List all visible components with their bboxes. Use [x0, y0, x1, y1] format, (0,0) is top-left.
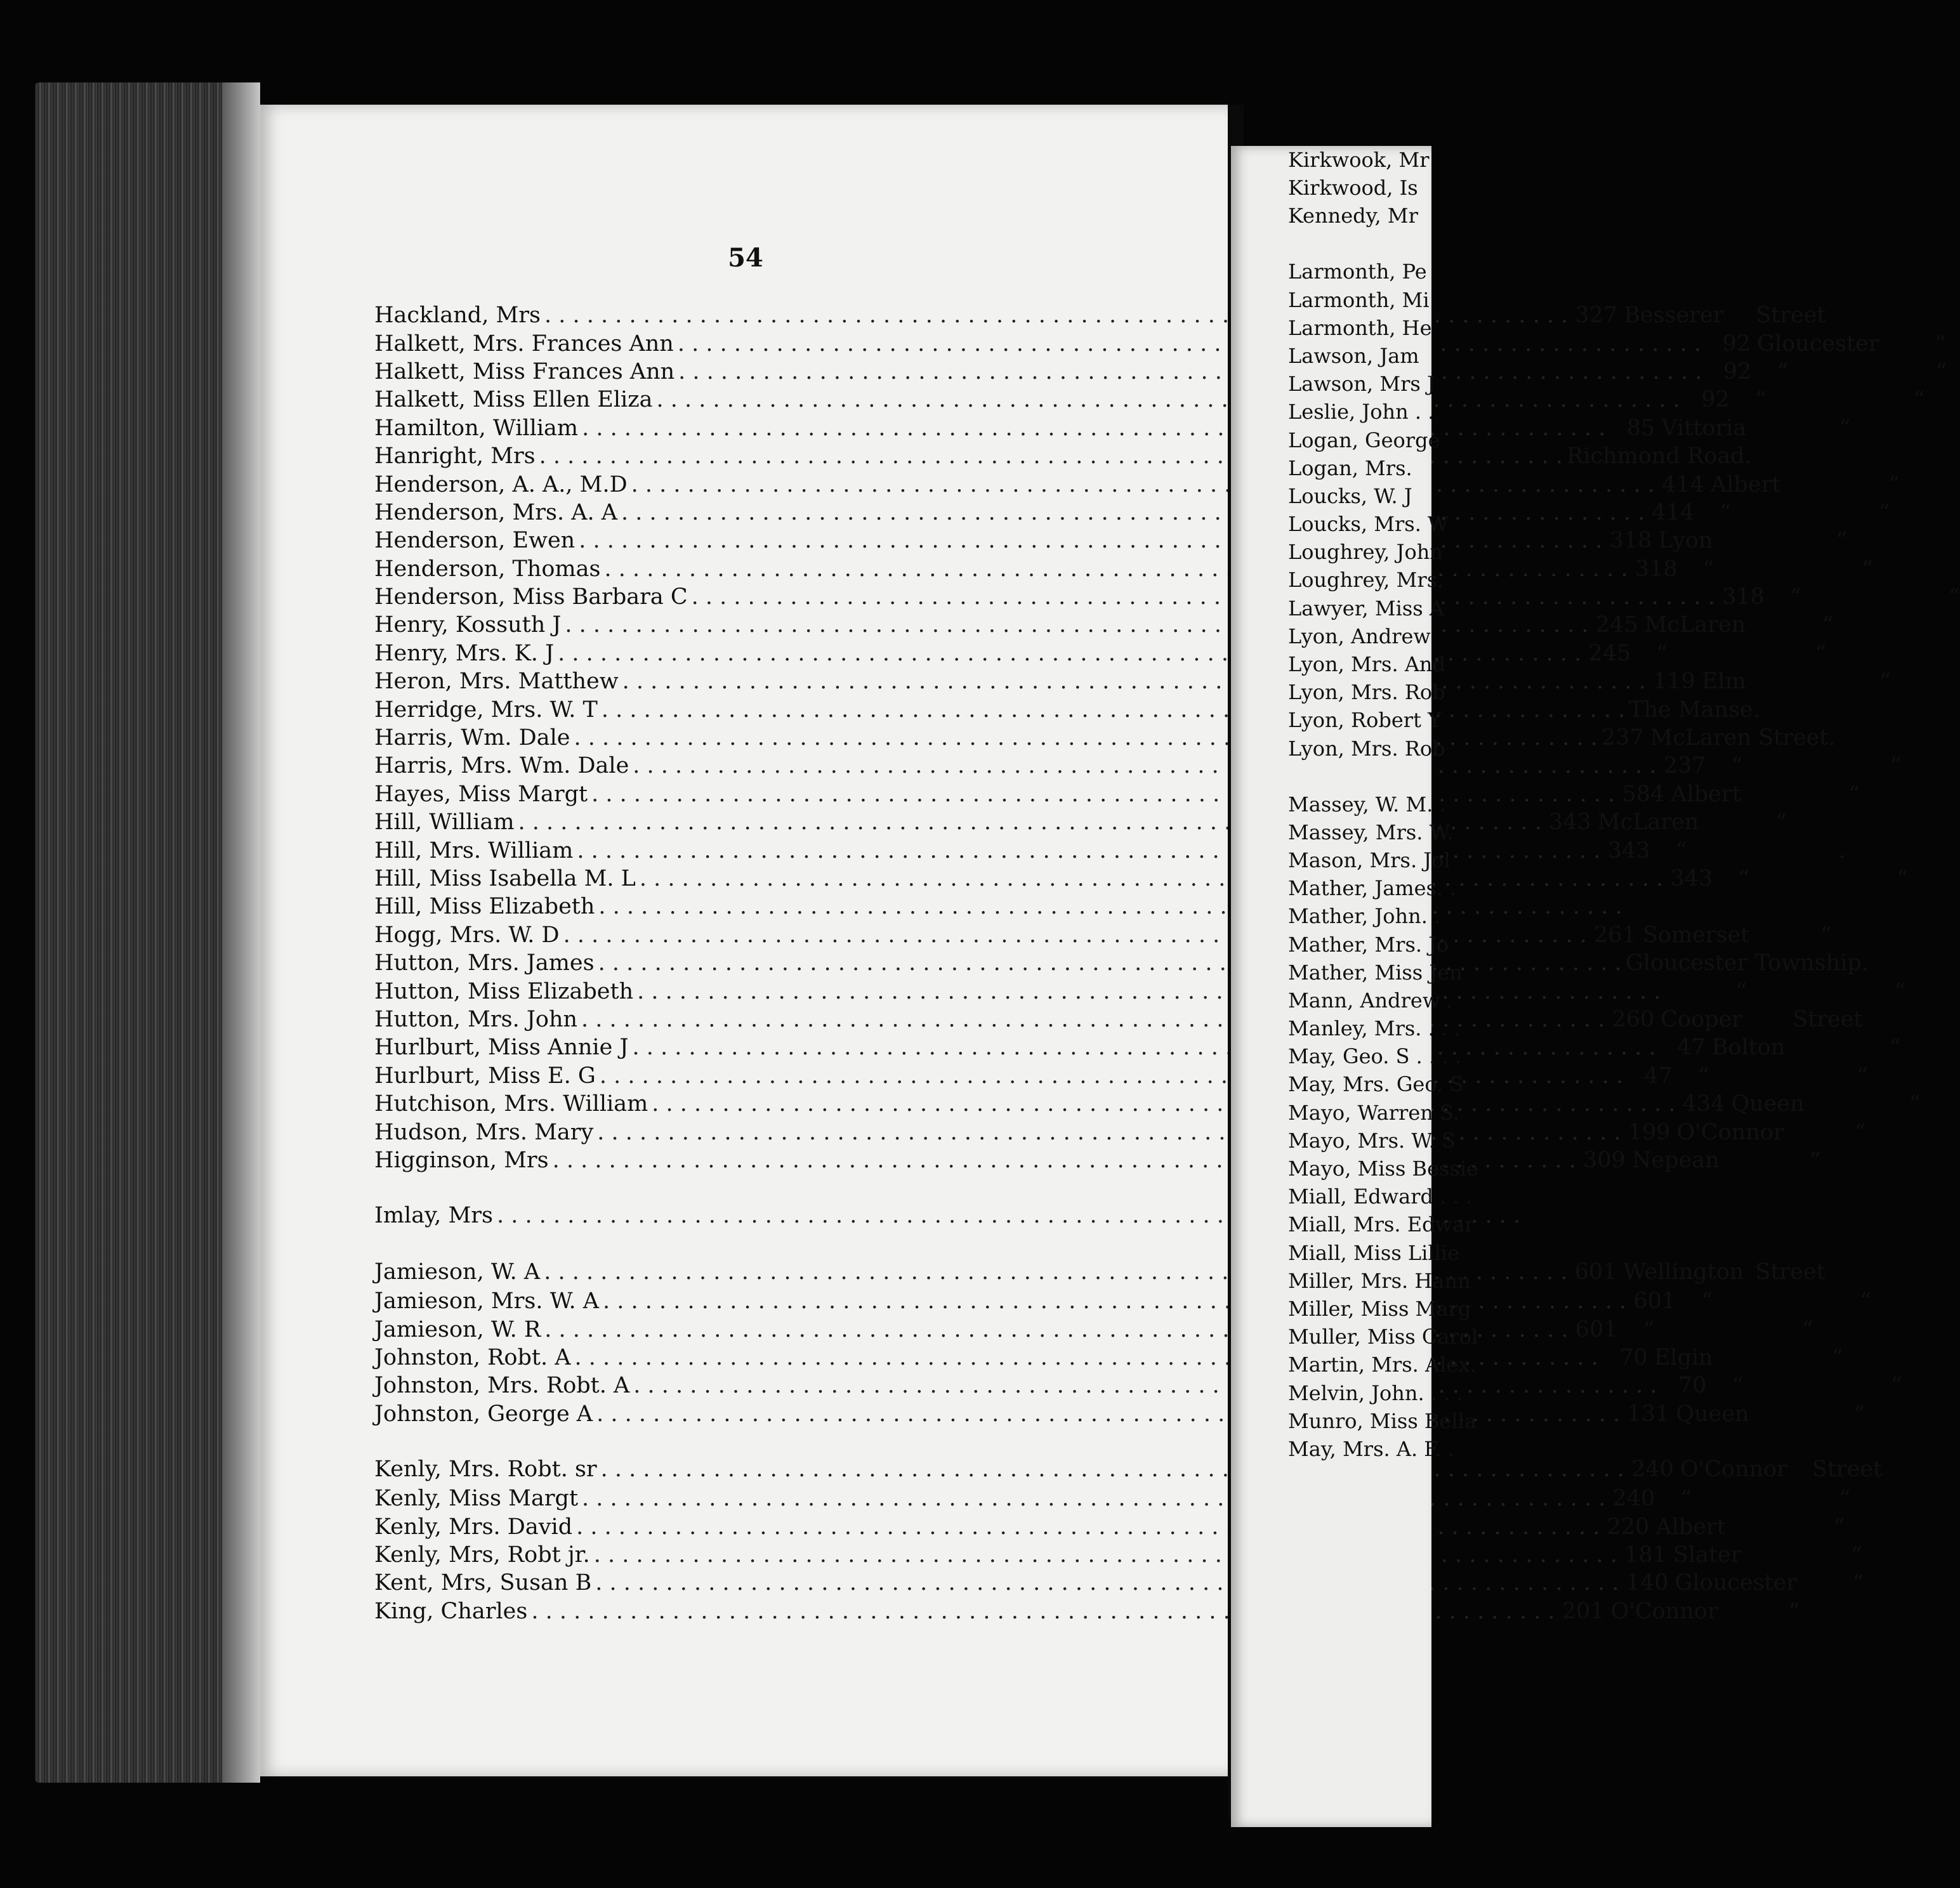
entry-name: Johnston, George A — [374, 1401, 593, 1427]
house-number — [1664, 979, 1710, 1004]
dot-leader — [582, 416, 1605, 441]
adjacent-entry: Mayo, Miss Bessie — [1288, 1157, 1479, 1181]
street-name: “ — [1643, 1316, 1655, 1342]
entry-name: Hackland, Mrs — [374, 303, 541, 329]
street-name: Queen — [1731, 1091, 1805, 1117]
entry-name: Halkett, Miss Ellen Eliza — [374, 387, 653, 413]
street-name: Vittoria — [1661, 415, 1747, 441]
entry-address — [1623, 1570, 1864, 1596]
adjacent-entry: Lawson, Jam — [1288, 343, 1419, 368]
adjacent-entry: Massey, Mrs. W. — [1288, 820, 1454, 844]
street-name: “ — [1656, 640, 1668, 666]
street-suffix: . — [1838, 837, 1846, 863]
street-name: Gloucester Township. — [1625, 950, 1869, 976]
entry-address — [1667, 866, 1908, 891]
page-number: 54 — [728, 243, 763, 273]
dot-leader — [652, 1091, 1675, 1117]
street-suffix: “ — [1822, 612, 1834, 638]
street-name: “ — [1675, 837, 1687, 863]
street-name: Lyon — [1658, 528, 1713, 554]
entry-name: Henry, Kossuth J — [374, 612, 562, 638]
entry-address — [1567, 443, 1808, 469]
entry-address — [1585, 641, 1826, 666]
dot-leader — [631, 472, 1655, 497]
street-name: “ — [1754, 387, 1766, 413]
entry-address — [1619, 782, 1860, 807]
dot-leader — [597, 1120, 1621, 1145]
street-suffix: “ — [1851, 1542, 1862, 1568]
adjacent-entry: Kirkwook, Mr — [1288, 148, 1430, 172]
street-suffix: “ — [1909, 1091, 1921, 1117]
street-name: “ — [1777, 358, 1789, 384]
entry-address — [1602, 1345, 1843, 1370]
street-suffix: “ — [1857, 1063, 1869, 1089]
street-name: “ — [1789, 584, 1801, 610]
street-suffix: “ — [1879, 669, 1891, 695]
directory-entry — [374, 1597, 1800, 1625]
entry-address — [1625, 1120, 1866, 1145]
adjacent-entry: Miall, Edward . . . — [1288, 1184, 1473, 1209]
street-name: Albert — [1710, 471, 1781, 497]
street-suffix: “ — [1878, 499, 1890, 525]
adjacent-entry: Melvin, John. . . . — [1288, 1380, 1463, 1405]
entry-name: Hurlburt, Miss E. G — [374, 1063, 596, 1089]
adjacent-entry: Mather, James. . — [1288, 876, 1456, 901]
street-name: “ — [1735, 978, 1747, 1004]
entry-name: Kenly, Mrs. David — [374, 1514, 573, 1540]
street-name: O'Connor — [1680, 1457, 1787, 1483]
house-number: 318 — [1609, 528, 1652, 554]
directory-entry — [374, 1485, 1851, 1512]
street-suffix: “ — [1788, 1598, 1800, 1624]
entry-address — [1572, 303, 1826, 329]
adjacent-entry: Logan, Mrs. — [1288, 456, 1412, 480]
house-number: 131 — [1627, 1401, 1670, 1427]
entry-name: Hutton, Mrs. John — [374, 1006, 578, 1032]
street-suffix: “ — [1894, 978, 1906, 1004]
entry-address — [1684, 387, 1925, 412]
house-number: 240 — [1631, 1457, 1674, 1483]
book-page-edges — [35, 82, 260, 1783]
entry-name: Hill, Miss Isabella M. L — [374, 866, 636, 891]
entry-name: Henderson, A. A., M.D — [374, 471, 628, 497]
street-name: “ — [1731, 753, 1743, 779]
house-number: 70 — [1678, 1373, 1707, 1399]
street-suffix: Street — [1755, 1259, 1825, 1285]
entry-address — [1621, 1542, 1862, 1568]
entry-address — [1629, 697, 1870, 723]
entry-address — [1661, 1373, 1902, 1398]
street-suffix: “ — [1801, 1316, 1813, 1342]
entry-name: Henderson, Ewen — [374, 528, 576, 554]
entry-name: Harris, Wm. Dale — [374, 725, 570, 751]
entry-address — [1593, 612, 1834, 638]
street-name: “ — [1732, 1373, 1744, 1399]
dot-leader — [633, 1373, 1657, 1398]
street-suffix — [1836, 725, 1843, 751]
house-number: 260 — [1612, 1006, 1655, 1032]
dot-leader — [582, 1486, 1605, 1511]
directory-entry — [374, 893, 1193, 921]
street-suffix: “ — [1848, 781, 1860, 807]
street-name: Gloucester — [1674, 1570, 1798, 1596]
entry-address — [1627, 1063, 1868, 1089]
entry-name: Hutchison, Mrs. William — [374, 1091, 648, 1117]
street-name: “ — [1701, 1288, 1713, 1314]
street-suffix: “ — [1839, 415, 1851, 441]
entry-name: Hutton, Miss Elizabeth — [374, 978, 634, 1004]
adjacent-entry: Lyon, Andrew — [1288, 624, 1431, 648]
house-number: 47 — [1644, 1063, 1673, 1089]
house-number: 261 — [1594, 922, 1636, 948]
directory-entry — [374, 1569, 1864, 1597]
street-suffix: “ — [1860, 1288, 1872, 1314]
adjacent-entry: Leslie, John . . — [1288, 400, 1435, 424]
street-name: “ — [1720, 499, 1732, 525]
entry-name: Higginson, Mrs — [374, 1147, 549, 1173]
street-name: Somerset — [1642, 922, 1750, 948]
dot-leader — [622, 669, 1646, 694]
directory-entry — [374, 1174, 1193, 1231]
house-number: 309 — [1583, 1147, 1626, 1173]
adjacent-entry: Lyon, Mrs. And — [1288, 652, 1446, 676]
entry-address — [1546, 810, 1787, 835]
entry-name: Jamieson, W. R — [374, 1316, 541, 1342]
directory-entry — [374, 752, 1902, 780]
entry-address — [1706, 359, 1947, 384]
street-suffix: “ — [1833, 1514, 1845, 1540]
entry-address — [1609, 416, 1850, 441]
entry-name: Henry, Mrs. K. J — [374, 640, 555, 666]
adjacent-entry: Mather, John. . — [1288, 904, 1441, 929]
house-number: 92 — [1701, 387, 1730, 413]
entry-name: Imlay, Mrs — [374, 1203, 493, 1229]
adjacent-entry: Mather, Miss Jen — [1288, 960, 1463, 985]
house-number: 343 — [1670, 866, 1713, 891]
entry-name: Kenly, Miss Margt — [374, 1486, 579, 1512]
street-suffix: “ — [1948, 584, 1960, 610]
street-suffix: Street — [1756, 303, 1826, 329]
entry-address — [1679, 1091, 1920, 1117]
entry-address — [1632, 556, 1873, 582]
entry-name: Heron, Mrs. Matthew — [374, 669, 619, 695]
directory-entry — [374, 1541, 1862, 1569]
entry-name: Kenly, Mrs. Robt. sr — [374, 1457, 597, 1483]
adjacent-entry: Larmonth, Pe — [1288, 259, 1427, 284]
street-name: Elgin — [1654, 1345, 1713, 1371]
street-suffix: “ — [1815, 640, 1827, 666]
street-name: “ — [1738, 866, 1750, 891]
house-number: 119 — [1653, 669, 1695, 695]
house-number: 199 — [1628, 1119, 1671, 1145]
dot-leader — [576, 1514, 1600, 1540]
entry-name: Jamieson, W. A — [374, 1259, 541, 1285]
entry-address — [1608, 1006, 1863, 1032]
street-suffix — [1813, 697, 1870, 723]
entry-address — [1559, 1599, 1800, 1624]
adjacent-entry: Mayo, Mrs. W. S — [1288, 1128, 1456, 1153]
adjacent-entry: Kirkwood, Is — [1288, 176, 1418, 200]
entry-address — [1602, 725, 1843, 751]
house-number: 220 — [1607, 1514, 1650, 1540]
entry-address — [1719, 584, 1960, 610]
street-name: Albert — [1655, 1514, 1726, 1540]
street-suffix: “ — [1809, 1147, 1821, 1173]
entry-name: Hogg, Mrs. W. D — [374, 922, 560, 948]
entry-address — [1648, 500, 1890, 525]
house-number: 584 — [1622, 781, 1665, 807]
dot-leader — [637, 979, 1661, 1004]
house-number: 237 — [1663, 753, 1706, 779]
street-suffix: “ — [1854, 1119, 1866, 1145]
dot-leader — [640, 866, 1663, 891]
entry-name: Hill, Mrs. William — [374, 837, 574, 863]
directory-entry — [374, 1512, 1845, 1540]
entry-address — [1630, 1288, 1871, 1314]
entry-name: Henderson, Miss Barbara C — [374, 584, 688, 610]
entry-address — [1606, 528, 1847, 553]
street-suffix: “ — [1861, 556, 1873, 582]
dot-leader — [598, 894, 1622, 919]
street-suffix — [1752, 443, 1808, 469]
house-number: 70 — [1619, 1345, 1648, 1371]
entry-name: Hill, William — [374, 810, 515, 836]
street-suffix: “ — [1888, 471, 1900, 497]
house-number: 245 — [1595, 612, 1638, 638]
street-suffix: “ — [1852, 1570, 1864, 1596]
house-number: 414 — [1662, 471, 1704, 497]
adjacent-entry: Lyon, Mrs. Rob — [1288, 736, 1445, 761]
entry-name: Hayes, Miss Margt — [374, 781, 588, 807]
house-number: 343 — [1607, 837, 1650, 863]
entry-name: Henderson, Thomas — [374, 556, 601, 582]
adjacent-entry: Mann, Andrew . — [1288, 988, 1453, 1013]
adjacent-entry: Kennedy, Mr — [1288, 204, 1418, 228]
street-name: Slater — [1673, 1542, 1742, 1568]
dot-leader — [633, 753, 1656, 778]
street-name: Albert — [1671, 781, 1741, 807]
dot-leader — [594, 1542, 1617, 1568]
entry-name: Jamieson, Mrs. W. A — [374, 1288, 599, 1314]
street-name: McLaren — [1597, 810, 1699, 836]
entry-address — [1661, 753, 1902, 778]
entry-address — [1664, 979, 1905, 1004]
adjacent-entry: Mayo, Warren S. — [1288, 1100, 1459, 1125]
adjacent-entry: Munro, Miss Bella — [1288, 1408, 1477, 1433]
house-number: 85 — [1626, 415, 1655, 441]
street-name: Bolton — [1711, 1035, 1786, 1061]
adjacent-entry: Manley, Mrs. . . . — [1288, 1016, 1461, 1041]
street-suffix: “ — [1935, 331, 1947, 357]
dot-leader — [604, 556, 1628, 582]
dot-leader — [601, 1457, 1624, 1482]
street-suffix: “ — [1890, 1373, 1902, 1399]
adjacent-entry: Lawson, Mrs J — [1288, 372, 1435, 397]
house-number: 414 — [1652, 499, 1695, 525]
street-suffix: “ — [1935, 358, 1947, 384]
entry-name: Herridge, Mrs. W. T — [374, 697, 598, 723]
adjacent-entry: Miall, Miss Lillie — [1288, 1240, 1460, 1265]
adjacent-entry: Massey, W. M. . — [1288, 792, 1446, 816]
adjacent-page — [1231, 146, 1479, 1827]
adjacent-entry: Lyon, Mrs. Rob — [1288, 680, 1445, 705]
street-name: Besserer — [1624, 303, 1724, 329]
house-number: 201 — [1562, 1598, 1605, 1624]
street-suffix: “ — [1775, 810, 1787, 836]
dot-leader — [595, 1570, 1619, 1596]
street-name: Richmond Road. — [1566, 443, 1752, 469]
street-name: McLaren Street. — [1650, 725, 1836, 751]
street-name: O'Connor — [1610, 1598, 1718, 1624]
entry-address — [1705, 331, 1946, 357]
street-suffix: Street — [1812, 1457, 1883, 1483]
entry-address — [1624, 1401, 1865, 1427]
street-suffix: “ — [1890, 753, 1902, 779]
adjacent-entry: Mather, Mrs. Jo — [1288, 932, 1449, 957]
adjacent-entry: Loucks, Mrs. W — [1288, 512, 1449, 537]
adjacent-entry: Loucks, W. J — [1288, 483, 1412, 508]
entry-name: Hudson, Mrs. Mary — [374, 1119, 594, 1145]
entry-name: Hill, Miss Elizabeth — [374, 894, 595, 920]
street-name: Elm — [1701, 669, 1746, 695]
dot-leader — [602, 697, 1625, 723]
house-number: 92 — [1722, 331, 1751, 357]
dot-leader — [692, 584, 1715, 610]
house-number: 140 — [1626, 1570, 1669, 1596]
entry-address — [1609, 1486, 1850, 1511]
adjacent-entry: Larmonth, He — [1288, 315, 1432, 340]
adjacent-entry: Martin, Mrs. Alex. — [1288, 1353, 1477, 1377]
street-suffix: “ — [1897, 866, 1909, 891]
entry-name: Hanright, Mrs — [374, 443, 536, 469]
street-name: “ — [1680, 1486, 1692, 1512]
dot-leader — [678, 331, 1701, 357]
entry-address — [1650, 669, 1891, 694]
dot-leader — [678, 359, 1702, 384]
street-name: Queen — [1676, 1401, 1749, 1427]
entry-address — [1591, 922, 1832, 948]
entry-name: Hurlburt, Miss Annie J — [374, 1035, 629, 1061]
dot-leader — [591, 782, 1615, 807]
house-number: 240 — [1612, 1486, 1655, 1512]
street-name: “ — [1698, 1063, 1709, 1089]
adjacent-entry: Loughrey, Mrs. — [1288, 568, 1444, 593]
entry-name: Halkett, Mrs. Frances Ann — [374, 331, 674, 357]
entry-address — [1571, 1259, 1825, 1285]
entry-name: Hutton, Mrs. James — [374, 950, 595, 976]
adjacent-entry: Mason, Mrs. Jol — [1288, 848, 1450, 872]
entry-address — [1603, 1514, 1845, 1540]
street-name: O'Connor — [1676, 1119, 1784, 1145]
entry-address — [1628, 1457, 1883, 1483]
adjacent-entry: May, Mrs. Geo. S — [1288, 1072, 1464, 1097]
street-suffix: “ — [1831, 1345, 1843, 1371]
adjacent-entry: Logan, George — [1288, 428, 1440, 452]
adjacent-entry: May, Mrs. A. F. . — [1288, 1436, 1455, 1461]
entry-address — [1605, 838, 1846, 863]
street-suffix: “ — [1853, 1401, 1865, 1427]
entry-name: Hamilton, William — [374, 415, 579, 441]
street-suffix: “ — [1839, 1486, 1851, 1512]
house-number: 434 — [1682, 1091, 1725, 1117]
dot-leader — [632, 1035, 1655, 1060]
street-name: “ — [1702, 556, 1714, 582]
street-suffix: Street — [1792, 1006, 1863, 1032]
adjacent-entry: Miller, Mrs. Hann — [1288, 1268, 1471, 1293]
street-name: Cooper — [1661, 1006, 1743, 1032]
adjacent-entry: May, Geo. S . . . . — [1288, 1044, 1461, 1069]
entry-name: Kent, Mrs, Susan B — [374, 1570, 592, 1596]
house-number: 327 — [1575, 303, 1618, 329]
street-name: The Manse. — [1629, 697, 1760, 723]
house-number: 92 — [1723, 358, 1752, 384]
entry-name: Halkett, Miss Frances Ann — [374, 358, 675, 384]
street-suffix: “ — [1836, 528, 1848, 554]
adjacent-entry: Lyon, Robert Y — [1288, 708, 1442, 733]
house-number: 237 — [1601, 725, 1644, 751]
entry-address — [1572, 1317, 1813, 1342]
street-name: Gloucester — [1757, 331, 1879, 357]
dot-leader — [579, 528, 1602, 553]
entry-address — [1660, 1035, 1901, 1060]
house-number: 181 — [1624, 1542, 1667, 1568]
street-name: Wellington — [1623, 1259, 1744, 1285]
house-number: 601 — [1574, 1259, 1617, 1285]
entry-address — [1659, 472, 1900, 497]
street-suffix: “ — [1913, 387, 1925, 413]
house-number: 318 — [1634, 556, 1678, 582]
adjacent-entry: Loughrey, John — [1288, 540, 1443, 565]
entry-name: Henderson, Mrs. A. A — [374, 499, 618, 525]
entry-name: Johnston, Mrs. Robt. A — [374, 1373, 630, 1399]
house-number: 601 — [1575, 1316, 1618, 1342]
house-number: 47 — [1677, 1035, 1706, 1061]
dot-leader — [600, 1063, 1623, 1089]
entry-name: Kenly, Mrs, Robt jr. — [374, 1542, 590, 1568]
entry-name: Johnston, Robt. A — [374, 1345, 571, 1371]
entry-name: King, Charles — [374, 1598, 528, 1624]
entry-name: Harris, Mrs. Wm. Dale — [374, 753, 629, 779]
dot-leader — [598, 950, 1622, 976]
house-number: 318 — [1722, 584, 1765, 610]
house-number: 343 — [1548, 810, 1591, 836]
entry-address — [1580, 1148, 1821, 1173]
street-suffix: “ — [1889, 1035, 1901, 1061]
house-number: 245 — [1588, 640, 1631, 666]
adjacent-entry: Muller, Miss Carol — [1288, 1325, 1478, 1349]
dot-leader — [603, 1288, 1626, 1314]
house-number: 601 — [1633, 1288, 1676, 1314]
street-name: McLaren — [1644, 612, 1746, 638]
adjacent-entry: Larmonth, Mi — [1288, 287, 1430, 312]
adjacent-entry: Miall, Mrs. Edwar — [1288, 1212, 1475, 1237]
entry-address — [1626, 950, 1867, 976]
adjacent-entry: Miller, Miss Marg — [1288, 1296, 1471, 1321]
street-name: Nepean — [1631, 1147, 1720, 1173]
dot-leader — [657, 387, 1680, 412]
adjacent-entry: Lawyer, Miss A — [1288, 596, 1444, 620]
dot-leader — [621, 500, 1645, 525]
street-suffix: “ — [1820, 922, 1832, 948]
